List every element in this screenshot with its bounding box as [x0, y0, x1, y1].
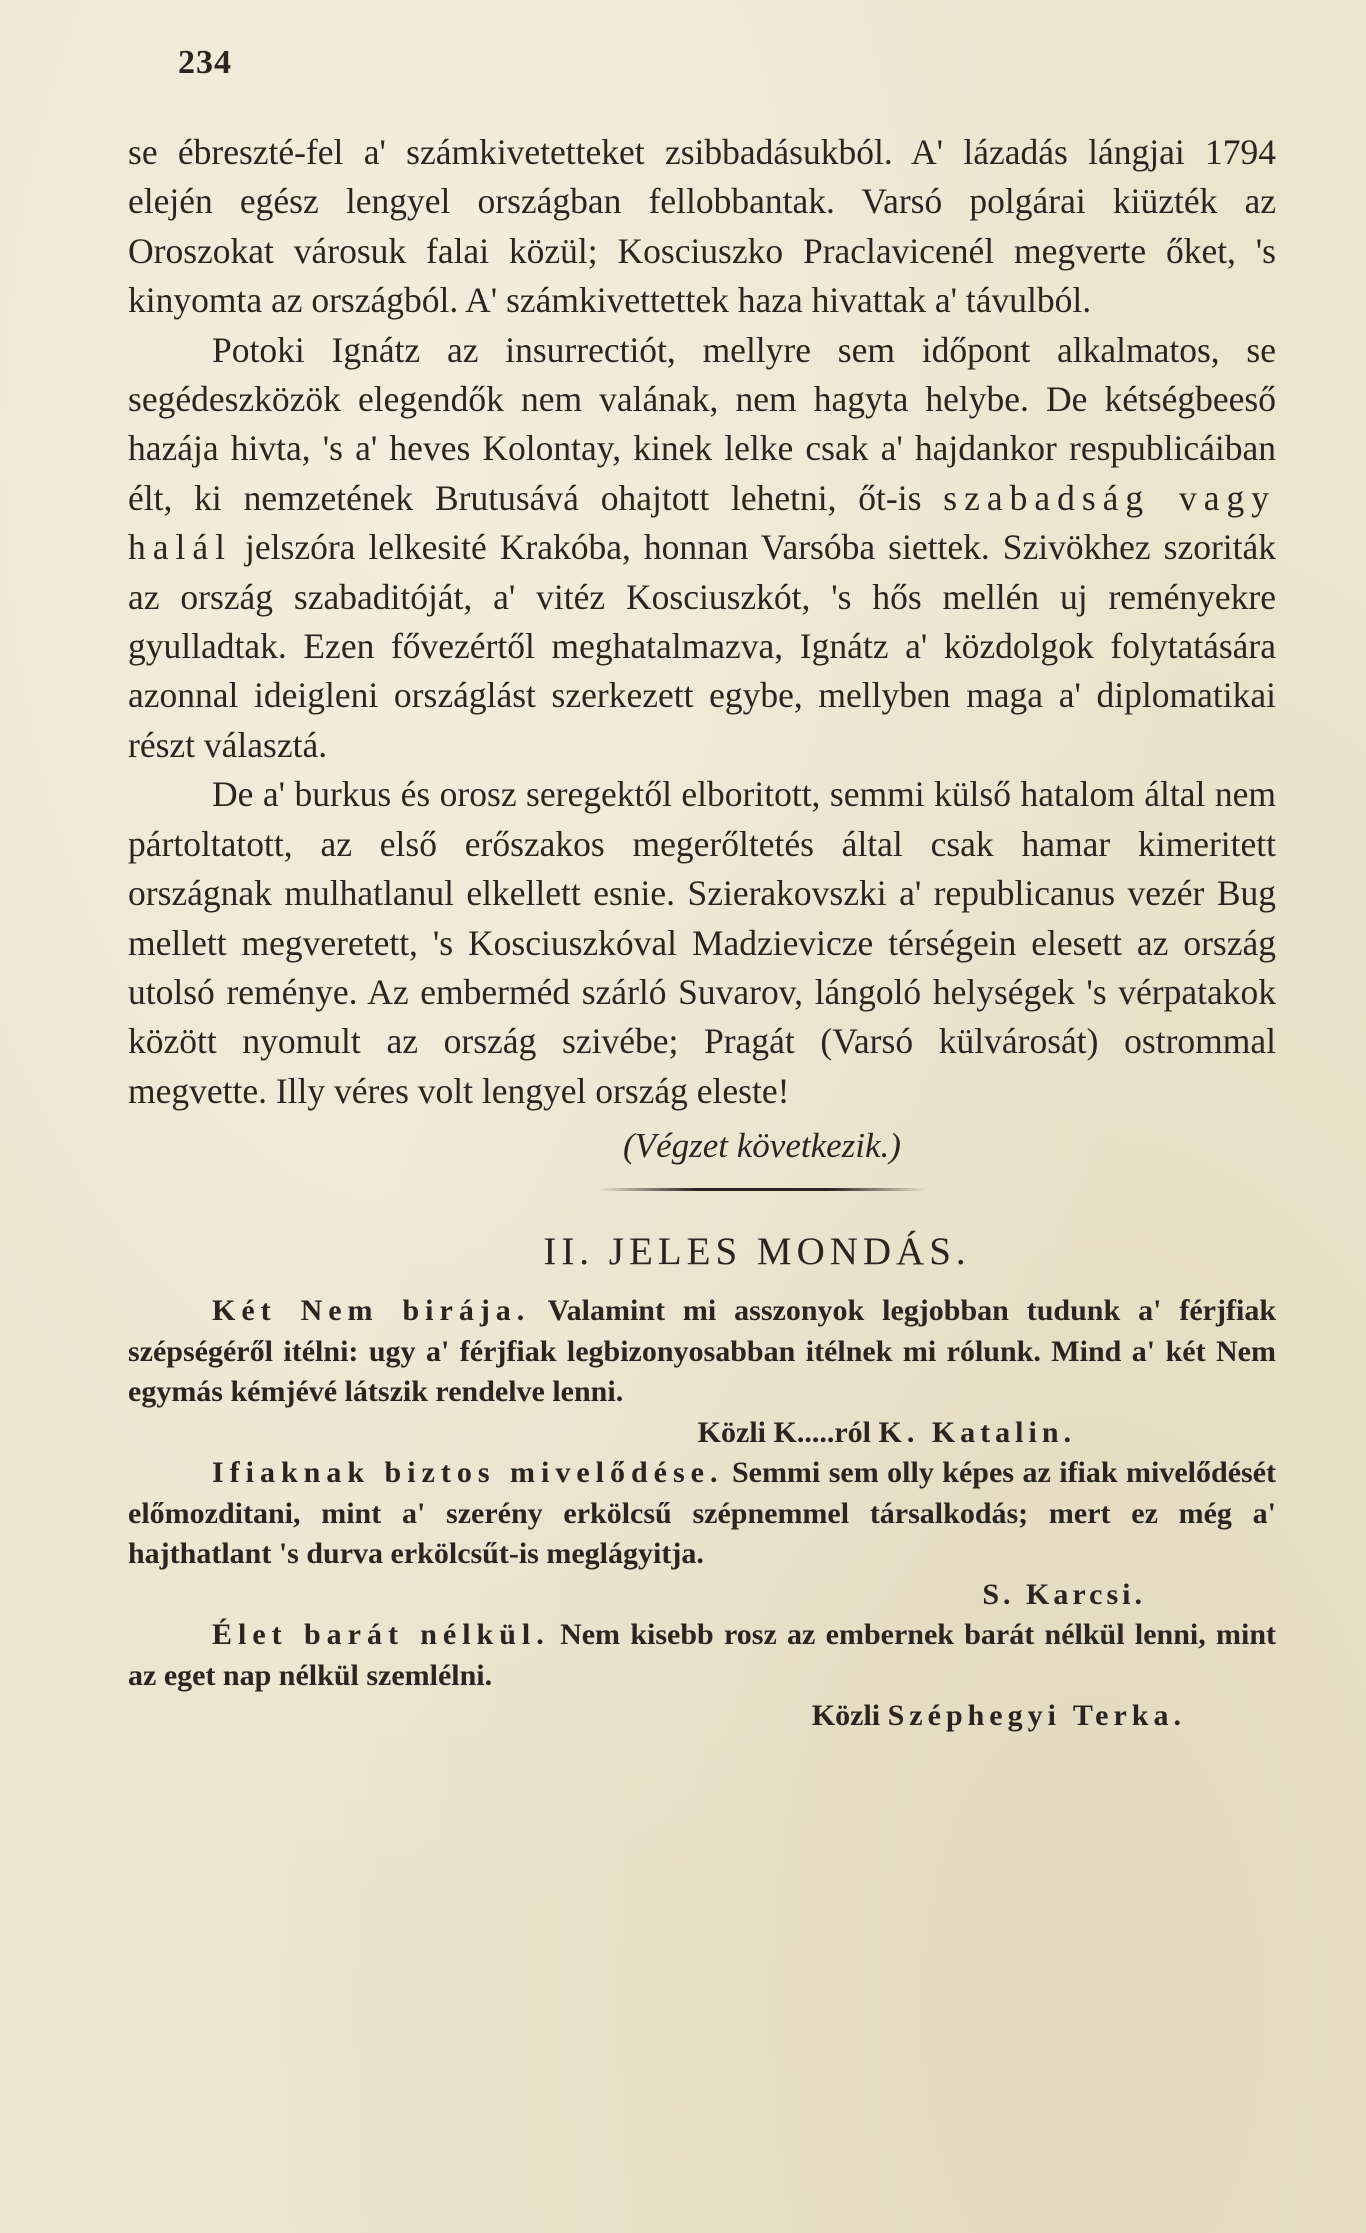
motto-spaced: szabadság vagy halál — [128, 477, 1276, 568]
saying-2-text: Semmi sem olly képes az ifiak mivelődését előmozditani, mint a' szerény erkölcsű szépnemmel társalkodás; mert ez még a' hajthatlant 's durva erkölcsűt-is meglágyitja. — [128, 1456, 1276, 1571]
paragraph-2 — [128, 326, 1276, 771]
saying-3-credit-prefix: Közli — [811, 1699, 881, 1733]
saying-1-text: Valamint mi asszonyok legjobban tudunk a' férjfiak szépségéről itélni: ugy a' férjfiak legbizonyosabban itélnek mi rólunk. Mind a' két Nem egymás kémjévé látszik rendelve lenni. — [128, 1294, 1277, 1409]
divider-rule — [597, 1188, 927, 1191]
paragraph-1: se ébreszté-fel a' számkivetetteket zsibbadásukból. A' lázadás lángjai 1794 elején egész lengyel országban fellobbantak. Varsó polgárai kiüzték az Oroszokat városuk falai közül; Kosciuszko Praclavicenél megverte őket, 's kinyomta az országból. A' számkivettettek haza hivattak a' távulból. — [128, 132, 1276, 321]
saying-3-credit — [128, 1696, 1276, 1737]
saying-2-credit-name: S. Karcsi. — [982, 1577, 1146, 1611]
page-number: 234 — [178, 44, 232, 81]
saying-2-credit — [128, 1575, 1276, 1616]
saying-1 — [128, 1291, 1276, 1413]
paragraph-2-part-c: jelszóra lelkesité Krakóba, honnan Varsóba siettek. Szivökhez szoriták az ország szabaditóját, a' vitéz Kosciuszkót, 's hős mellén uj reményekre gyulladtak. Ezen fővezértől meghatalmazva, Ignátz a' közdolgok folytatására azonnal ideigleni országlást szerkezett egybe, mellyben maga a' diplomatikai részt választá. — [128, 527, 1277, 765]
saying-1-credit-name: K. Katalin. — [878, 1415, 1076, 1449]
section-title: II. JELES MONDÁS. — [543, 1230, 971, 1274]
paragraph-3: De a' burkus és orosz seregektől elboritott, semmi külső hatalom által nem pártoltatott, az első erőszakos megerőltetés által csak hamar kimeritett országnak mulhatlanul elkellett esnie. Szierakovszki a' republicanus vezér Bug mellett megveretett, 's Kosciuszkóval Madzievicze térségein elesett az ország utolsó reménye. Az emberméd szárló Suvarov, lángoló helységek 's vérpatakok között nyomult az ország szivébe; Pragát (Varsó külvárosát) ostrommal megvette. Illy véres volt lengyel ország eleste! — [128, 774, 1276, 1111]
saying-3-text: Nem kisebb rosz az embernek barát nélkül lenni, mint az eget nap nélkül szemlélni. — [128, 1618, 1276, 1692]
saying-1-credit-prefix: Közli K.....ról — [697, 1415, 871, 1449]
main-text — [128, 128, 1276, 1737]
saying-1-credit — [128, 1413, 1276, 1454]
paragraph-2-part-a: Potoki Ignátz az insurrectiót, mellyre sem időpont alkalmatos, se segédeszközök elegendők nem valának, nem hagyta helybe. De kétségbeeső hazája hivta, 's a' heves Kolontay, kinek lelke csak a' hajdankor respublicáiban élt, ki nemzetének Brutusává ohajtott lehetni, őt-is — [128, 329, 1276, 518]
saying-2 — [128, 1453, 1276, 1575]
saying-3-title: Élet barát nélkül. — [212, 1618, 550, 1652]
saying-3 — [128, 1615, 1276, 1696]
saying-2-title: Ifiaknak biztos mivelődése. — [212, 1456, 724, 1490]
closing-note: (Végzet következik.) — [623, 1126, 901, 1166]
saying-3-credit-name: Széphegyi Terka. — [887, 1699, 1186, 1733]
saying-1-title: Két Nem birája. — [212, 1294, 531, 1328]
